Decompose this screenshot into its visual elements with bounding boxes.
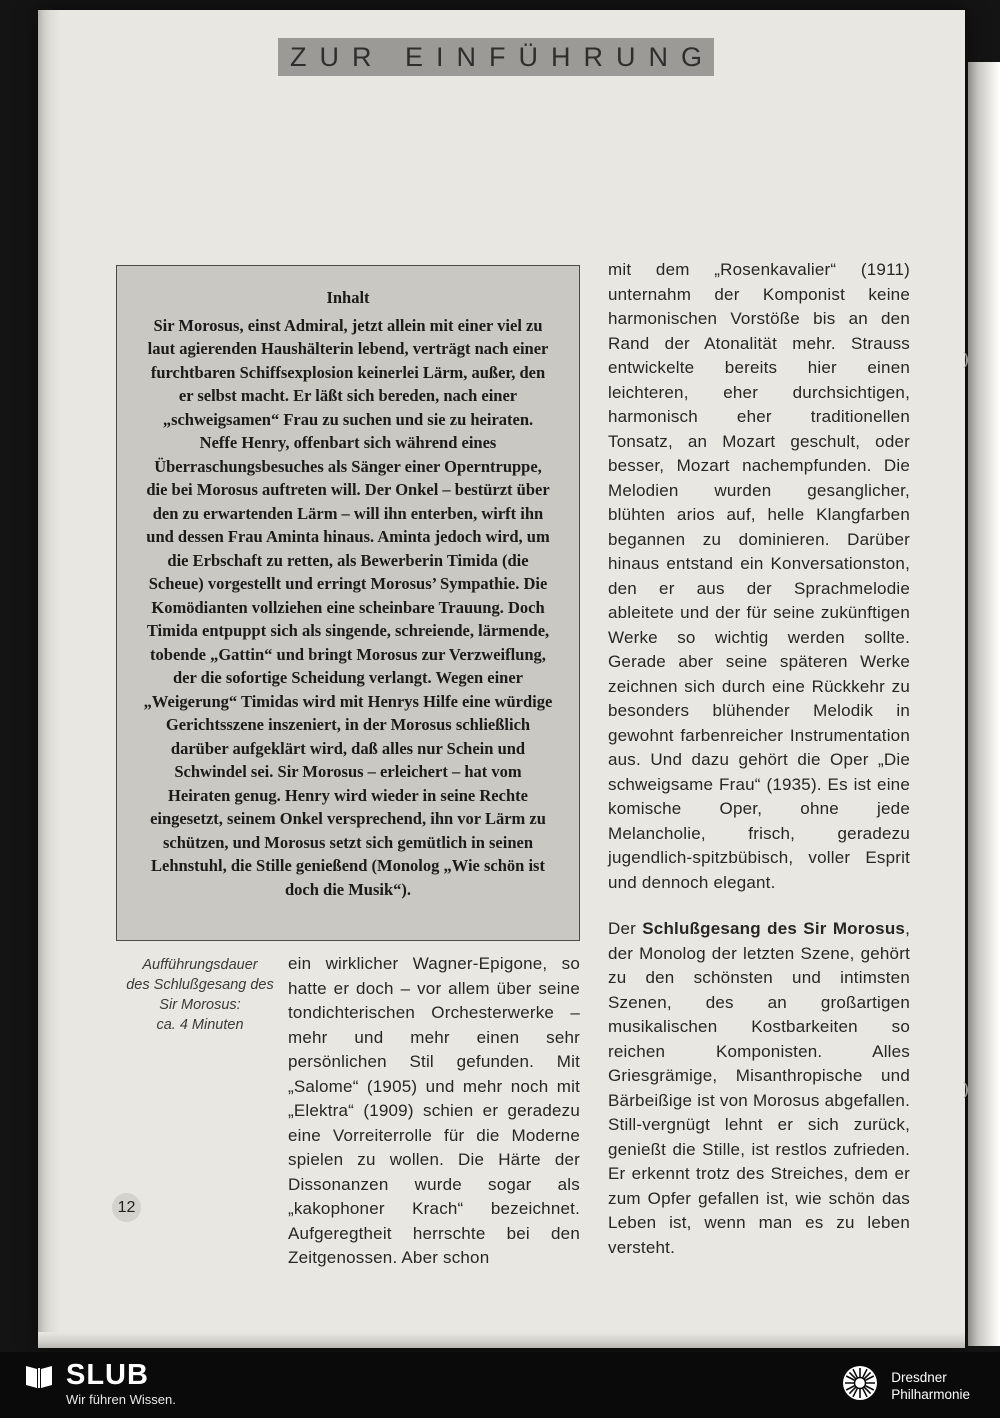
page-number-badge — [112, 1193, 141, 1222]
slub-wordmark: SLUB — [66, 1359, 149, 1391]
philharmonie-logo-link[interactable] — [841, 1364, 970, 1407]
middle-column — [288, 952, 580, 1271]
para2-rest: , der Monolog der letzten Szene, gehört zu den schönsten und intimsten Szenen, des an großartigen musikalischen Kostbarkeiten so reichen Komponisten. Alles Griesgrämige, Misanthropische und Bärbeißige ist von Morosus abgefallen. Still-vergnügt lehnt er sich zurück, genießt die Stille, ist restlos zufrieden. Er erkennt trotz des Streiches, dem er zum Opfer gefallen ist, wie schön das Leben ist, wenn man es zu leben versteht. — [608, 919, 910, 1257]
next-page-edge — [968, 62, 1000, 1346]
philharmonie-name-line1: Dresdner — [891, 1369, 947, 1385]
margin-note-line: ca. 4 Minuten — [156, 1017, 244, 1033]
right-column — [608, 258, 910, 1260]
right-column-paragraph-1: mit dem „Rosenkavalier“ (1911) unternahm der Komponist keine harmonischen Vorstöße bis an den Rand der Atonalität mehr. Strauss entwickelte bereits hier einen leichteren, eher durchsichtigen, harmonisch eher traditionellen Tonsatz, an Mozart geschult, oder besser, Mozart nachempfunden. Die Melodien wurden gesanglicher, blühten arios auf, helle Klangfarben begannen zu dominieren. Darüber hinaus entstand ein Konversationston, den er aus der Sprachmelodie ableitete und der für seine zukünftigen Werke so wichtig werden sollte. Gerade aber seine späteren Werke zeichnen sich durch eine Rückkehr zu besonders blühender Melodik in gewohnt farbenreicher Instrumentation aus. Und dazu gehört die Oper „Die schweigsame Frau“ (1935). Es ist eine komische Oper, ohne jede Melancholie, frisch, geradezu jugendlich-spitzbübisch, voller Esprit und dennoch elegant. — [608, 260, 910, 892]
para2-bold-title: Schlußgesang des Sir Morosus — [642, 919, 906, 938]
philharmonie-logo-icon — [841, 1364, 879, 1407]
section-title: ZUR EINFÜHRUNG — [290, 41, 715, 72]
page-stack-edge-left — [38, 10, 60, 1348]
page-stack-edge-bottom — [38, 1332, 965, 1348]
right-column-paragraph-2 — [608, 917, 910, 1260]
philharmonie-name-line2: Philharmonie — [891, 1386, 970, 1402]
para2-lead: Der — [608, 919, 643, 938]
synopsis-text: Sir Morosus, einst Admiral, jetzt allein mit einer viel zu laut agierenden Haushälterin lebend, verträgt nach einer furchtbaren Schiffsexplosion keinerlei Lärm, außer, den er selbst macht. Er läßt sich bereden, nach einer „schweigsamen“ Frau zu suchen und sie zu heiraten. Neffe Henry, offenbart sich während eines Überraschungsbesuches als Sänger einer Operntruppe, die bei Morosus auftreten will. Der Onkel – bestürzt über den zu erwartenden Lärm – will ihn enterben, wirft ihn und dessen Frau Aminta hinaus. Aminta jedoch wird, um die Erbschaft zu retten, als Bewerberin Timida (die Scheue) vorgestellt und erringt Morosus’ Sympathie. Die Komödianten vollziehen eine scheinbare Trauung. Doch Timida entpuppt sich als singende, schreiende, lärmende, tobende „Gattin“ und bringt Morosus zur Verzweiflung, der die sofortige Scheidung verlangt. Wegen einer „Weigerung“ Timidas wird mit Henrys Hilfe eine würdige Gerichtsszene inszeniert, in der Morosus schließlich darüber aufgeklärt wird, daß alles nur Schein und Schwindel sei. Sir Morosus – erleichert – hat vom Heiraten genug. Henry wird wieder in seine Rechte eingesetzt, seinem Onkel versprechend, ihn vor Lärm zu schützen, und Morosus setzt sich gemütlich in seinen Lehnstuhl, die Stille genießend (Monolog „Wie schön ist doch die Musik“). — [143, 315, 553, 899]
slub-logo-link[interactable] — [22, 1360, 176, 1407]
slub-tagline: Wir führen Wissen. — [66, 1392, 176, 1407]
margin-note-line: Sir Morosus: — [159, 997, 241, 1013]
binding-mark — [958, 1082, 968, 1098]
page-number: 12 — [117, 1198, 136, 1216]
synopsis-box — [116, 265, 580, 941]
margin-note-line: Aufführungsdauer — [142, 957, 258, 973]
scanned-page — [38, 10, 965, 1348]
middle-column-text: ein wirklicher Wagner-Epigone, so hatte er doch – vor allem über seine tondichterischen Orchesterwerke – mehr und mehr einen sehr persönlichen Stil gefunden. Mit „Salome“ (1905) und mehr noch mit „Elektra“ (1909) schien er geradezu eine Vorreiterrolle für die Moderne spielen zu wollen. Die Härte der Dissonanzen wurde sogar als „kakophoner Krach“ bezeichnet. Aufgeregtheit herrschte bei den Zeitgenossen. Aber schon — [288, 954, 580, 1267]
margin-note-line: des Schlußgesang des — [126, 977, 274, 993]
viewer-footer — [0, 1352, 1000, 1418]
synopsis-heading: Inhalt — [326, 288, 370, 307]
slub-book-icon — [22, 1360, 56, 1399]
binding-mark — [958, 352, 968, 368]
section-header-band — [278, 38, 714, 76]
margin-note — [104, 955, 296, 1035]
